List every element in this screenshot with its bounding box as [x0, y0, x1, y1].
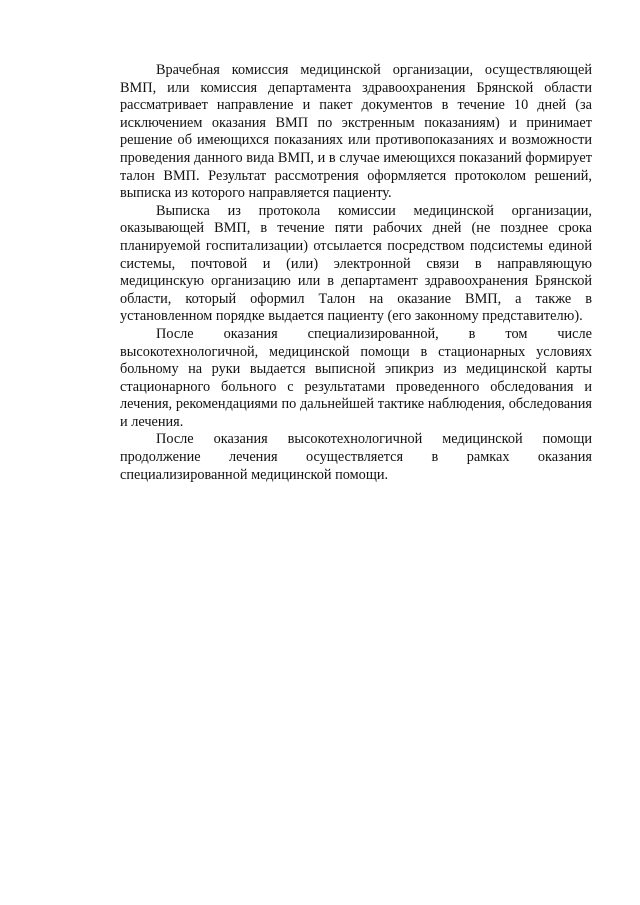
document-body	[120, 62, 592, 484]
paragraph-continued-treatment: После оказания высокотехнологичной медицинской помощи продолжение лечения осуществляется в рамках оказания специализированной медицинской помощи.	[120, 431, 592, 483]
paragraph-commission-review: Врачебная комиссия медицинской организации, осуществляющей ВМП, или комиссия департамента здравоохранения Брянской области рассматривает направление и пакет документов в течение 10 дней (за исключением оказания ВМП по экстренным показаниям) и принимает решение об имеющихся показаниях или противопоказаниях и возможности проведения данного вида ВМП, и в случае имеющихся показаний формирует талон ВМП. Результат рассмотрения оформляется протоколом решений, выписка из которого направляется пациенту.	[120, 62, 592, 202]
paragraph-protocol-extract: Выписка из протокола комиссии медицинской организации, оказывающей ВМП, в течение пяти рабочих дней (не позднее срока планируемой госпитализации) отсылается посредством подсистемы единой системы, почтовой и (или) электронной связи в направляющую медицинскую организацию или в департамент здравоохранения Брянской области, который оформил Талон на оказание ВМП, а также в установленном порядке выдается пациенту (его законному представителю).	[120, 202, 592, 325]
paragraph-discharge-summary: После оказания специализированной, в том числе высокотехнологичной, медицинской помощи в стационарных условиях больному на руки выдается выписной эпикриз из медицинской карты стационарного больного с результатами проведенного обследования и лечения, рекомендациями по дальнейшей тактике наблюдения, обследования и лечения.	[120, 325, 592, 430]
